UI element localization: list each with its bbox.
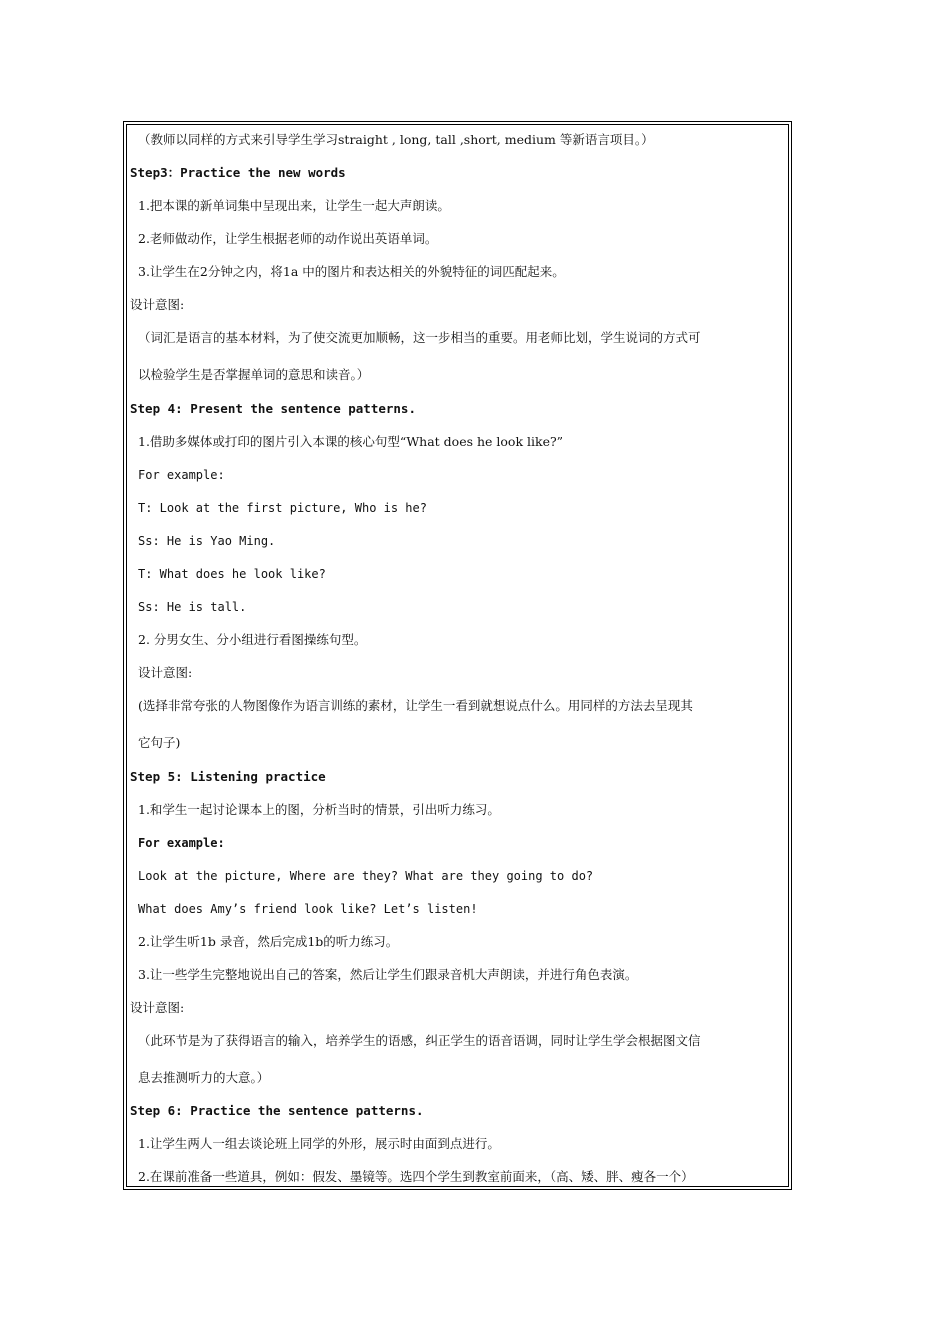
table-border — [126, 124, 789, 1187]
text-line: （词汇是语言的基本材料，为了使交流更加顺畅，这一步相当的重要。用老师比划，学生说词的方式可 — [138, 330, 701, 345]
text-line: 1.让学生两人一组去谈论班上同学的外形，展示时由面到点进行。 — [138, 1136, 500, 1151]
text-line: For example: — [138, 468, 225, 482]
step-heading: Step3：Practice the new words — [130, 165, 346, 180]
text-line: 2. 分男女生、分小组进行看图操练句型。 — [138, 632, 367, 647]
text-line: (选择非常夸张的人物图像作为语言训练的素材，让学生一看到就想说点什么。用同样的方法去呈现其 — [138, 698, 693, 713]
text-line: What does Amy’s friend look like? Let’s listen! — [138, 902, 478, 916]
step-heading: Step 5: Listening practice — [130, 769, 326, 784]
text-line: 息去推测听力的大意。） — [138, 1070, 270, 1085]
design-intent-label: 设计意图: — [138, 665, 193, 680]
text-line: 以检验学生是否掌握单词的意思和读音。） — [138, 367, 370, 382]
text-line: Ss: He is tall. — [138, 600, 247, 614]
text-line: T: Look at the first picture, Who is he? — [138, 501, 427, 515]
text-line: T: What does he look like? — [138, 567, 326, 581]
step-heading: Step 4: Present the sentence patterns. — [130, 401, 416, 416]
text-line: 2.让学生听1b 录音，然后完成1b的听力练习。 — [138, 934, 399, 949]
text-line: Look at the picture, Where are they? What are they going to do? — [138, 869, 594, 883]
text-line: Ss: He is Yao Ming. — [138, 534, 276, 548]
design-intent-label: 设计意图: — [130, 1000, 185, 1015]
text-line: 2.老师做动作，让学生根据老师的动作说出英语单词。 — [138, 231, 438, 246]
text-line: （教师以同样的方式来引导学生学习straight , long, tall ,short, medium 等新语言项目。） — [138, 132, 654, 147]
design-intent-label: 设计意图: — [130, 297, 185, 312]
text-line: （此环节是为了获得语言的输入，培养学生的语感，纠正学生的语音语调，同时让学生学会根据图文信 — [138, 1033, 701, 1048]
text-line: 它句子) — [138, 735, 181, 750]
text-line: 3.让一些学生完整地说出自己的答案，然后让学生们跟录音机大声朗读，并进行角色表演。 — [138, 967, 638, 982]
text-line: 3.让学生在2分钟之内，将1a 中的图片和表达相关的外貌特征的词匹配起来。 — [138, 264, 565, 279]
text-line: 1.借助多媒体或打印的图片引入本课的核心句型“What does he look like?” — [138, 434, 564, 449]
text-line: For example: — [138, 836, 225, 850]
text-line: 1.和学生一起讨论课本上的图，分析当时的情景，引出听力练习。 — [138, 802, 500, 817]
step-heading: Step 6: Practice the sentence patterns. — [130, 1103, 424, 1118]
text-line: 1.把本课的新单词集中呈现出来，让学生一起大声朗读。 — [138, 198, 450, 213]
text-line: 2.在课前准备一些道具，例如：假发、墨镜等。选四个学生到教室前面来，（高、矮、胖、瘦各一个） — [138, 1169, 694, 1184]
